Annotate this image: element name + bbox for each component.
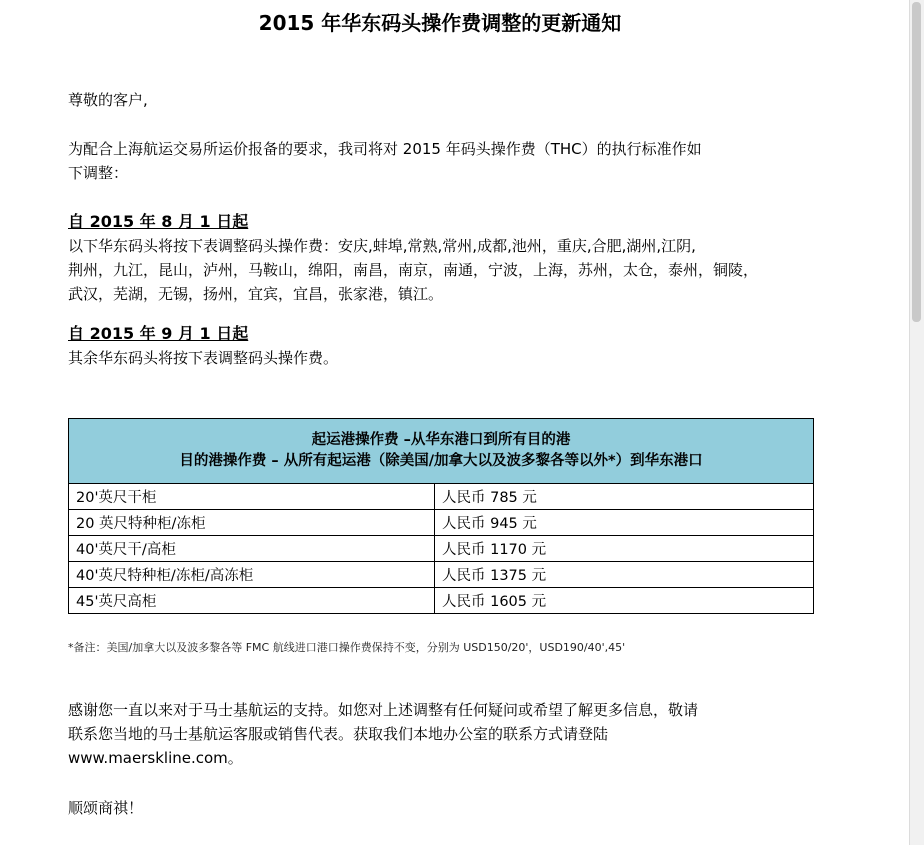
thc-fee-table <box>68 418 814 614</box>
container-type-cell: 20 英尺特种柜/冻柜 <box>69 510 435 536</box>
closing-line-2: 联系您当地的马士基航运客服或销售代表。获取我们本地办公室的联系方式请登陆 <box>68 725 609 743</box>
section-august <box>68 210 828 306</box>
document-title: 2015 年华东码头操作费调整的更新通知 <box>258 11 622 35</box>
section-september-line-1: 其余华东码头将按下表调整码头操作费。 <box>68 349 339 367</box>
intro-line-2: 下调整： <box>68 164 129 182</box>
fee-cell: 人民币 945 元 <box>435 510 814 536</box>
section-august-heading: 自 2015 年 8 月 1 日起 <box>68 212 249 231</box>
container-type-cell: 40'英尺干/高柜 <box>69 536 435 562</box>
table-row <box>69 510 814 536</box>
container-type-cell: 20'英尺干柜 <box>69 484 435 510</box>
section-august-line-3: 武汉，芜湖，无锡，扬州，宜宾，宜昌，张家港，镇江。 <box>68 285 444 303</box>
vertical-scrollbar[interactable] <box>909 0 924 845</box>
closing-line-1: 感谢您一直以来对于马士基航运的支持。如您对上述调整有任何疑问或希望了解更多信息，敬请 <box>68 701 699 719</box>
greeting: 尊敬的客户, <box>68 91 148 109</box>
table-footnote: *备注：美国/加拿大以及波多黎各等 FMC 航线进口港口操作费保持不变，分别为 USD150/20'，USD190/40',45' <box>68 641 626 654</box>
fee-cell: 人民币 1375 元 <box>435 562 814 588</box>
scrollbar-thumb[interactable] <box>912 2 921 322</box>
section-september <box>68 322 828 370</box>
table-header-row <box>69 419 814 484</box>
table-row <box>69 536 814 562</box>
fee-cell: 人民币 1605 元 <box>435 588 814 614</box>
section-august-line-1: 以下华东码头将按下表调整码头操作费：安庆,蚌埠,常熟,常州,成都,池州，重庆,合肥,湖州,江阴, <box>68 237 696 255</box>
intro-line-1: 为配合上海航运交易所运价报备的要求，我司将对 2015 年码头操作费（THC）的执行标准作如 <box>68 140 702 158</box>
section-september-heading: 自 2015 年 9 月 1 日起 <box>68 324 249 343</box>
table-header-cell <box>69 419 814 484</box>
table-header-line-2: 目的港操作费 – 从所有起运港（除美国/加拿大以及波多黎各等以外*）到华东港口 <box>179 453 703 469</box>
container-type-cell: 40'英尺特种柜/冻柜/高冻柜 <box>69 562 435 588</box>
section-august-line-2: 荆州，九江，昆山，泸州，马鞍山，绵阳，南昌，南京，南通，宁波，上海，苏州，太仓，泰州，铜陵， <box>68 261 759 279</box>
table-header-line-1: 起运港操作费 –从华东港口到所有目的港 <box>311 432 571 448</box>
fee-cell: 人民币 785 元 <box>435 484 814 510</box>
table-row <box>69 562 814 588</box>
fee-cell: 人民币 1170 元 <box>435 536 814 562</box>
container-type-cell: 45'英尺高柜 <box>69 588 435 614</box>
table-row <box>69 484 814 510</box>
intro-paragraph <box>68 137 828 185</box>
table-row <box>69 588 814 614</box>
closing-paragraph <box>68 698 828 770</box>
closing-website-line[interactable]: www.maerskline.com。 <box>68 749 243 767</box>
signoff: 顺颂商祺！ <box>68 799 144 817</box>
